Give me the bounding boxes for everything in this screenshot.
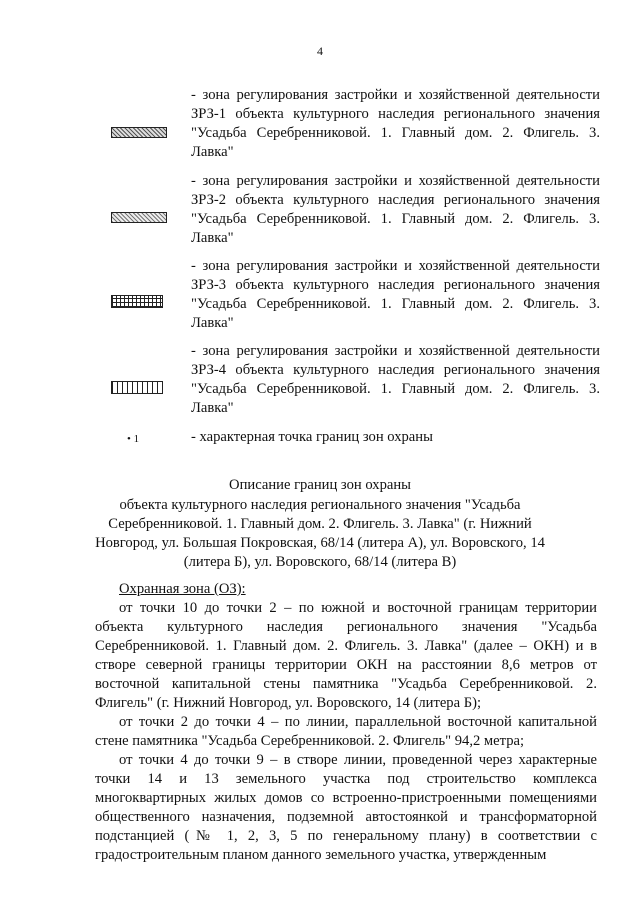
point-marker-icon: • 1 (127, 433, 140, 445)
legend-text: - зона регулирования застройки и хозяйственной деятельности ЗРЗ-3 объекта культурного наследия регионального значения "Усадьба Серебренниковой. 1. Главный дом. 2. Флигель. 3. Лавка" (191, 258, 600, 331)
document-body (95, 580, 597, 865)
paragraph: от точки 10 до точки 2 – по южной и восточной границам территории объекта культурного наследия регионального значения "Усадьба Серебренниковой. 1. Главный дом. 2. Флигель. 3. Лавка" (далее – ОКН) и в створе северной границы территории ОКН на расстоянии 8,6 метров от восточной капитальной стены памятника "Усадьба Серебренниковой. 2. Флигель" (г. Нижний Новгород, ул. Воровского, 14 (литера Б); (95, 600, 597, 711)
legend-text: - характерная точка границ зон охраны (191, 429, 433, 445)
page-number: 4 (317, 44, 323, 58)
section-title: Охранная зона (ОЗ): (119, 581, 246, 597)
grid-pattern-icon (111, 295, 163, 308)
hatch-pattern-icon (111, 127, 167, 138)
heading-line1: Описание границ зон охраны (229, 477, 411, 493)
heading-line2: объекта культурного наследия регионального значения "Усадьба Серебренниковой. 1. Главный дом. 2. Флигель. 3. Лавка" (г. Нижний Новгород, ул. Большая Покровская, 68/14 (литера А), ул. Воровского, 14 (литера Б), ул. Воровского, 68/14 (литера В) (95, 497, 545, 570)
paragraph: от точки 2 до точки 4 – по линии, параллельной восточной капитальной стене памятника "Усадьба Серебренниковой. 2. Флигель" 94,2 метра; (95, 714, 597, 749)
paragraph: от точки 4 до точки 9 – в створе линии, проведенной через характерные точки 14 и 13 земельного участка под строительство комплекса многоквартирных жилых домов со встроенно-пристроенными помещениями общественного назначения, подземной автостоянкой и трансформаторной подстанцией (№ 1, 2, 3, 5 по генеральному плану) в соответствии с градостроительным планом данного земельного участка, утвержденным (95, 752, 597, 863)
legend-text: - зона регулирования застройки и хозяйственной деятельности ЗРЗ-4 объекта культурного наследия регионального значения "Усадьба Серебренниковой. 1. Главный дом. 2. Флигель. 3. Лавка" (191, 343, 600, 416)
hatch-pattern-icon (111, 212, 167, 223)
vertical-lines-pattern-icon (111, 381, 163, 394)
section-heading (90, 476, 550, 572)
legend-text: - зона регулирования застройки и хозяйственной деятельности ЗРЗ-1 объекта культурного наследия регионального значения "Усадьба Серебренниковой. 1. Главный дом. 2. Флигель. 3. Лавка" (191, 87, 600, 160)
legend-text: - зона регулирования застройки и хозяйственной деятельности ЗРЗ-2 объекта культурного наследия регионального значения "Усадьба Серебренниковой. 1. Главный дом. 2. Флигель. 3. Лавка" (191, 173, 600, 246)
